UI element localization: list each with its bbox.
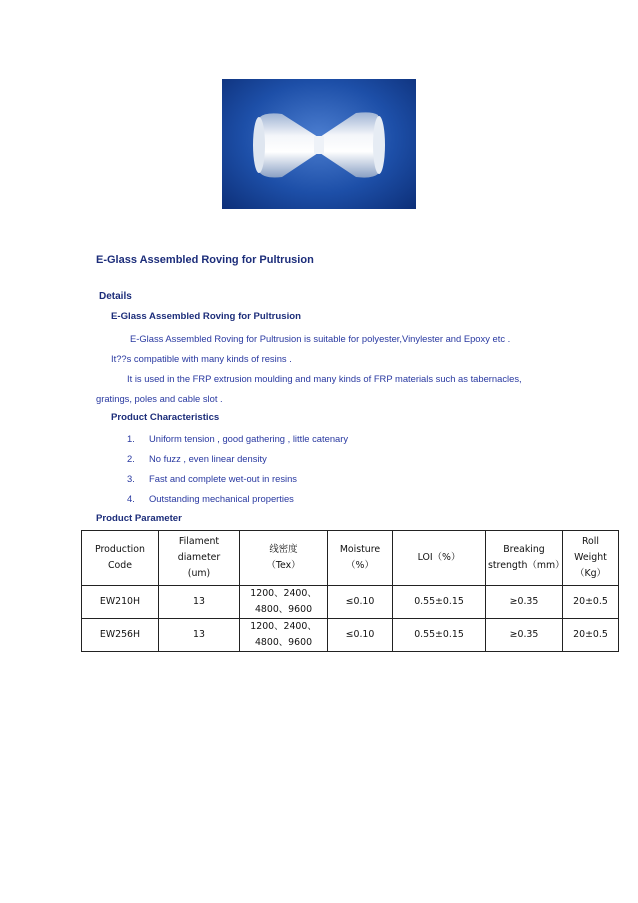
cell-moisture: ≤0.10 <box>328 586 393 619</box>
characteristics-heading: Product Characteristics <box>111 412 220 423</box>
header-loi: LOI（%） <box>393 531 486 586</box>
cell-diameter: 13 <box>159 586 240 619</box>
cell-moisture: ≤0.10 <box>328 619 393 652</box>
parameter-heading: Product Parameter <box>96 513 182 524</box>
paragraph-line: E-Glass Assembled Roving for Pultrusion is suitable for polyester,Vinylester and Epoxy etc . <box>130 333 511 344</box>
cell-strength: ≥0.35 <box>486 586 563 619</box>
list-item: Fast and complete wet-out in resins <box>149 473 297 484</box>
product-title: E-Glass Assembled Roving for Pultrusion <box>96 254 314 266</box>
cell-weight: 20±0.5 <box>563 586 619 619</box>
header-breaking-strength: Breaking strength（mm） <box>486 531 563 586</box>
cell-loi: 0.55±0.15 <box>393 586 486 619</box>
table-header-row <box>82 531 619 586</box>
paragraph-line: It??s compatible with many kinds of resins . <box>111 353 292 364</box>
header-moisture: Moisture （%） <box>328 531 393 586</box>
header-filament-diameter: Filament diameter (um) <box>159 531 240 586</box>
list-item: Uniform tension , good gathering , little catenary <box>149 433 349 444</box>
cell-diameter: 13 <box>159 619 240 652</box>
header-linear-density: 线密度 （Tex） <box>240 531 328 586</box>
paragraph-line: gratings, poles and cable slot . <box>96 393 223 404</box>
list-item-number: 4. <box>127 493 135 504</box>
cell-weight: 20±0.5 <box>563 619 619 652</box>
cell-tex: 1200、2400、 4800、9600 <box>240 586 328 619</box>
section-subheading: E-Glass Assembled Roving for Pultrusion <box>111 311 301 322</box>
header-roll-weight: Roll Weight （Kg） <box>563 531 619 586</box>
list-item-number: 3. <box>127 473 135 484</box>
list-item-number: 1. <box>127 433 135 444</box>
details-heading: Details <box>99 291 132 302</box>
cell-loi: 0.55±0.15 <box>393 619 486 652</box>
cell-tex: 1200、2400、 4800、9600 <box>240 619 328 652</box>
roving-spools-illustration <box>222 79 416 209</box>
product-parameter-table <box>81 530 619 652</box>
header-production-code: Production Code <box>82 531 159 586</box>
table-row <box>82 619 619 652</box>
product-image <box>222 79 416 209</box>
cell-strength: ≥0.35 <box>486 619 563 652</box>
list-item-number: 2. <box>127 453 135 464</box>
cell-code: EW210H <box>82 586 159 619</box>
list-item: No fuzz , even linear density <box>149 453 267 464</box>
table-row <box>82 586 619 619</box>
paragraph-line: It is used in the FRP extrusion moulding and many kinds of FRP materials such as tabernacles, <box>127 373 522 384</box>
list-item: Outstanding mechanical properties <box>149 493 294 504</box>
cell-code: EW256H <box>82 619 159 652</box>
